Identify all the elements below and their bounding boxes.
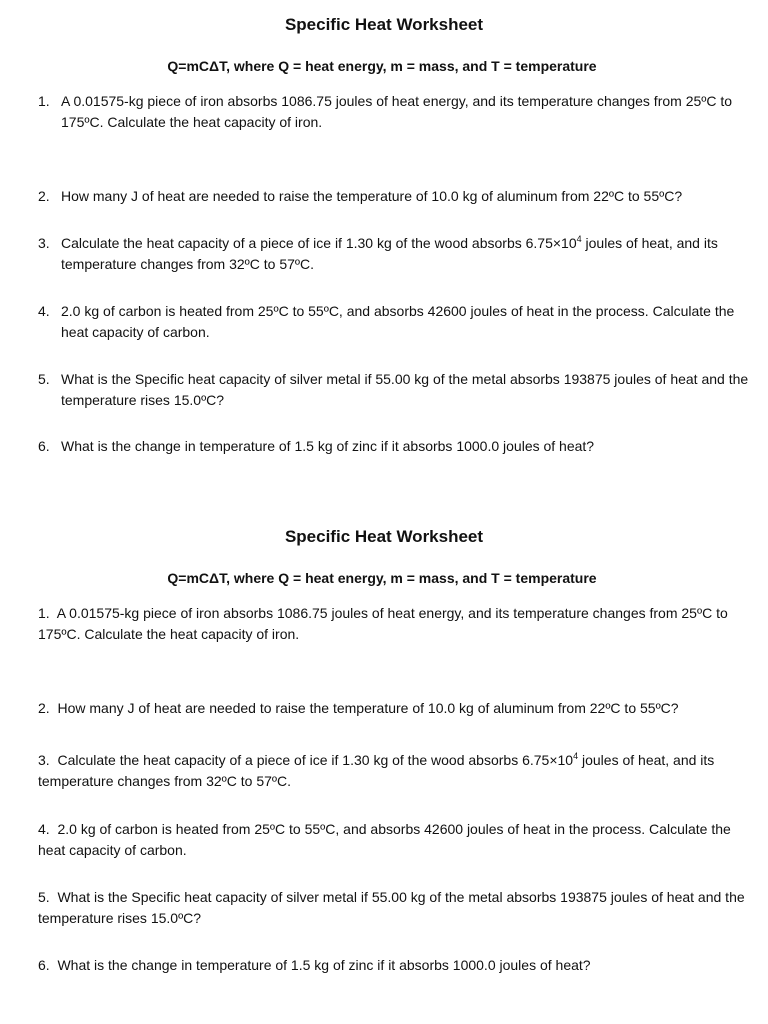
question-text-part: Calculate the heat capacity of a piece of ice if 1.30 kg of the wood absorbs 6.75×10 [57,752,574,768]
question-text: A 0.01575-kg piece of iron absorbs 1086.75 joules of heat energy, and its temperature changes from 25ºC to 175ºC. Calculate the heat capacity of iron. [38,605,728,642]
question-number: 1. [38,605,50,621]
question-item [38,819,754,861]
question-number: 2. [38,188,50,204]
formula-line: Q=mCΔT, where Q = heat energy, m = mass, and T = temperature [167,570,597,586]
question-number: 2. [38,700,50,716]
question-number: 6. [38,957,50,973]
question-text: A 0.01575-kg piece of iron absorbs 1086.75 joules of heat energy, and its temperature changes from 25ºC to 175ºC. Calculate the heat capacity of iron. [61,93,733,130]
exponent: 4 [573,751,579,761]
question-item [38,955,754,976]
question-item [38,750,754,792]
question-item [38,369,754,411]
question-number: 5. [38,889,50,905]
question-text-part: joules of heat, and its temperature changes from 32ºC to 57ºC. [61,235,718,272]
question-text: What is the change in temperature of 1.5 kg of zinc if it absorbs 1000.0 joules of heat? [61,438,595,454]
question-text: 2.0 kg of carbon is heated from 25ºC to 55ºC, and absorbs 42600 joules of heat in the process. Calculate the heat capacity of carbon. [38,821,731,858]
question-text: 2.0 kg of carbon is heated from 25ºC to 55ºC, and absorbs 42600 joules of heat in the process. Calculate the heat capacity of carbon. [61,303,735,340]
worksheet-title: Specific Heat Worksheet [284,15,484,34]
question-text-part: joules of heat, and its temperature changes from 32ºC to 57ºC. [38,752,715,789]
question-number: 1. [38,93,50,109]
question-text: What is the Specific heat capacity of silver metal if 55.00 kg of the metal absorbs 193875 joules of heat and the temperature rises 15.0ºC? [38,889,745,926]
question-item [38,301,754,343]
question-text: What is the Specific heat capacity of silver metal if 55.00 kg of the metal absorbs 193875 joules of heat and the temperature rises 15.0ºC? [61,371,749,408]
question-text: What is the change in temperature of 1.5 kg of zinc if it absorbs 1000.0 joules of heat? [57,957,591,973]
question-number: 4. [38,303,50,319]
question-text-part: Calculate the heat capacity of a piece of ice if 1.30 kg of the wood absorbs 6.75×10 [61,235,577,251]
question-number: 3. [38,752,50,768]
question-number: 5. [38,371,50,387]
question-item [38,91,754,133]
question-item [38,603,754,645]
question-text: How many J of heat are needed to raise the temperature of 10.0 kg of aluminum from 22ºC to 55ºC? [57,700,679,716]
question-item [38,698,754,719]
question-number: 4. [38,821,50,837]
question-number: 6. [38,438,50,454]
question-text: How many J of heat are needed to raise the temperature of 10.0 kg of aluminum from 22ºC to 55ºC? [61,188,683,204]
question-item [38,186,754,207]
question-item [38,436,754,457]
question-text [38,233,754,275]
question-item [38,233,754,275]
worksheet-title: Specific Heat Worksheet [284,527,484,546]
question-number: 3. [38,235,50,251]
question-item [38,887,754,929]
exponent: 4 [576,234,582,244]
formula-line: Q=mCΔT, where Q = heat energy, m = mass, and T = temperature [167,58,597,74]
